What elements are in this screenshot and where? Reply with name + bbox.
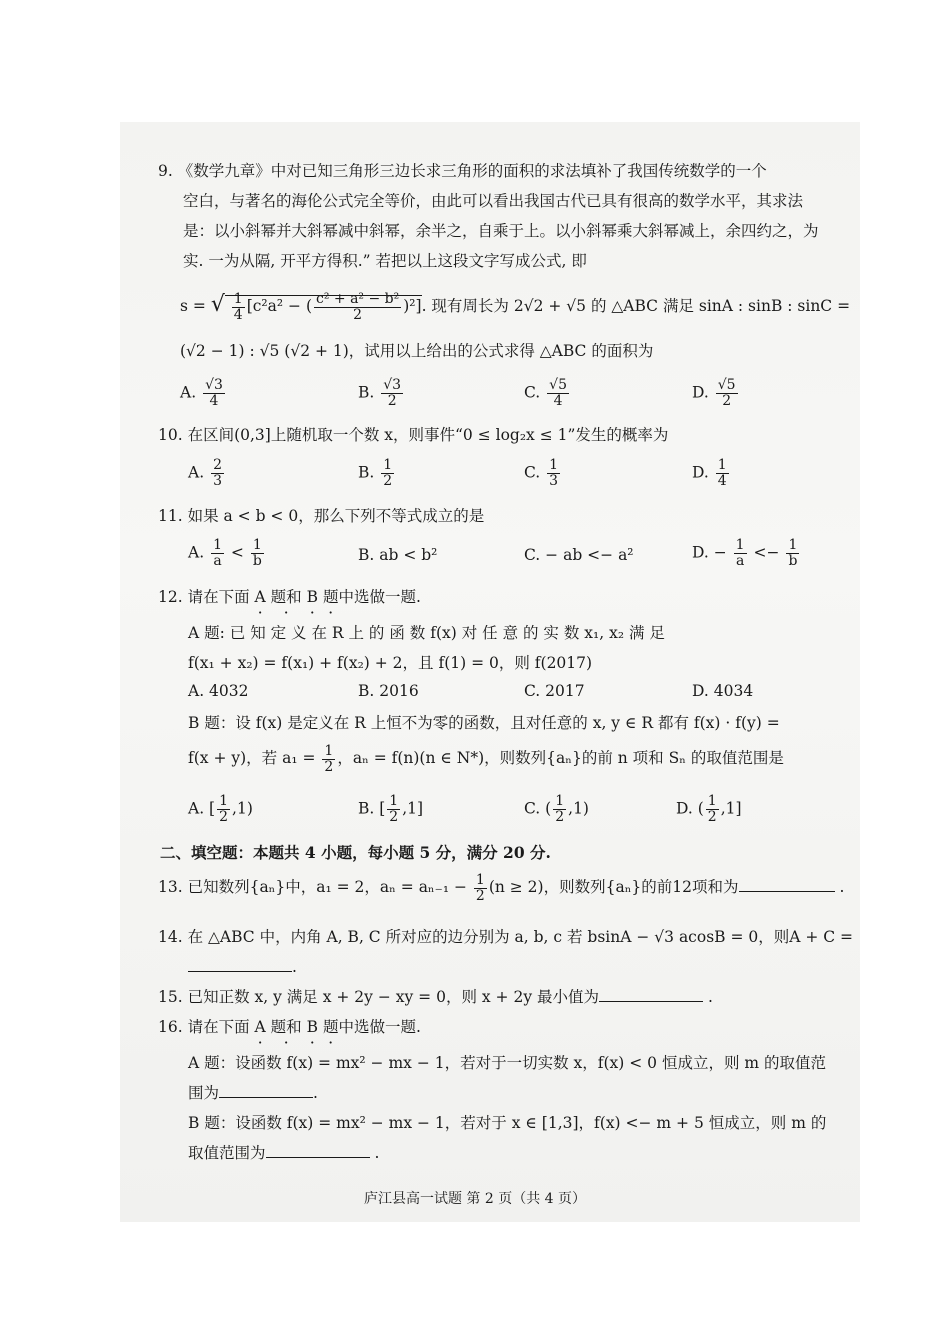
q9-option-c: C. $\frac{√5}{4}$ — [524, 377, 567, 409]
q11-option-a: A. $\frac{1}{a}$ < $\frac{1}{b}$ — [188, 537, 262, 569]
q9-line2: 空白，与著名的海伦公式完全等价，由此可以看出我国古代已具有很高的数学水平，其求法 — [183, 192, 804, 210]
q12-b-option-a: A. [ $\frac{1}{2}$ ,1) — [188, 793, 253, 825]
q12-b-line1: B 题：设 f(x) 是定义在 R 上恒不为零的函数，且对任意的 x, y ∈ R 都有 f(x) · f(y) = — [188, 714, 780, 732]
q9-line1: 9. 《数学九章》中对已知三角形三边长求三角形的面积的求法填补了我国传统数学的一个 — [158, 162, 767, 180]
q12-a-line1: A 题: 已 知 定 义 在 R 上 的 函 数 f(x) 对 任 意 的 实 数 x₁, x₂ 满 足 — [188, 624, 665, 642]
q12-b-option-d: D. ( $\frac{1}{2}$ ,1] — [676, 793, 742, 825]
q9-option-a: A. $\frac{√3}{4}$ — [180, 377, 223, 409]
q9-formula-frac: $\frac{\text{c² + a² − b²}}{2}$ — [316, 290, 400, 323]
q10-stem: 10. 在区间(0,3]上随机取一个数 x，则事件“0 ≤ log₂x ≤ 1”发生的概率为 — [158, 426, 669, 444]
q12-b-option-c: C. ( $\frac{1}{2}$ ,1) — [524, 793, 589, 825]
q14-answer-blank[interactable] — [188, 957, 292, 972]
q10-option-c: C. $\frac{1}{3}$ — [524, 457, 559, 489]
q15-answer-blank[interactable] — [599, 987, 703, 1002]
page-footer: 庐江县高一试题 第 2 页（共 4 页） — [363, 1191, 587, 1207]
q9-formula-s: s = — [180, 297, 206, 315]
section-2-heading: 二、填空题：本题共 4 小题，每小题 5 分，满分 20 分. — [160, 843, 551, 862]
q10-option-a: A. $\frac{2}{3}$ — [188, 457, 222, 489]
q16-stem: 16. 请在下面 A · 题和 B · 题中选做一题. — [158, 1016, 421, 1038]
q11-option-d: D. − $\frac{1}{a}$ <− $\frac{1}{b}$ — [692, 537, 798, 569]
q9-formula-body: [c²a² − ( — [246, 297, 312, 315]
q16-a-answer-blank[interactable] — [219, 1083, 313, 1098]
q12-a-option-d: D. 4034 — [692, 682, 754, 700]
q9-line4: 实. 一为从隔, 开平方得积.” 若把以上这段文字写成公式, 即 — [183, 252, 587, 270]
q12-b-option-b: B. [ $\frac{1}{2}$ ,1] — [358, 793, 424, 825]
q12-b-line2: f(x + y)，若 a₁ = $\frac{1}{2}$ ，aₙ = f(n)(n ∈ N*)，则数列{aₙ}的前 n 项和 Sₙ 的取值范围是 — [188, 742, 784, 775]
q9-formula-tail: )²] — [403, 297, 422, 315]
q11-stem: 11. 如果 a < b < 0，那么下列不等式成立的是 — [158, 507, 485, 525]
q9-line3: 是：以小斜幂并大斜幂减中斜幂，余半之，自乘于上。以小斜幂乘大斜幂减上，余四约之，为 — [183, 222, 819, 240]
q9-line6: (√2 − 1) : √5 (√2 + 1)，试用以上给出的公式求得 △ABC 的面积为 — [180, 342, 654, 360]
q16-a-line2: 围为 . — [188, 1084, 318, 1102]
q16-b-line2: 取值范围为 . — [188, 1144, 380, 1162]
q12-a-option-c: C. 2017 — [524, 682, 585, 700]
q9-formula-quarter: $\frac{1}{4}$ — [233, 290, 243, 323]
q12-a-option-a: A. 4032 — [188, 682, 249, 700]
q16-b-answer-blank[interactable] — [266, 1143, 370, 1158]
q9-line5-rest: . 现有周长为 2√2 + √5 的 △ABC 满足 sinA : sinB : sinC = — [421, 297, 851, 315]
q16-b-line1: B 题：设函数 f(x) = mx² − mx − 1，若对于 x ∈ [1,3]，f(x) <− m + 5 恒成立，则 m 的 — [188, 1114, 827, 1132]
q14-line1: 14. 在 △ABC 中，内角 A, B, C 所对应的边分别为 a, b, c 若 bsinA − √3 acosB = 0，则A + C = — [158, 928, 854, 946]
q13-line: 13. 已知数列{aₙ}中，a₁ = 2，aₙ = aₙ₋₁ − $\frac{1}{2}$ (n ≥ 2)，则数列{aₙ}的前12项和为 . — [158, 871, 845, 904]
q9-option-b: B. $\frac{√3}{2}$ — [358, 377, 402, 409]
q11-option-b: B. ab < b² — [358, 546, 438, 564]
q11-option-c: C. − ab <− a² — [524, 546, 634, 564]
q14-line2: . — [188, 956, 297, 978]
q10-option-d: D. $\frac{1}{4}$ — [692, 457, 727, 489]
q15-line: 15. 已知正数 x, y 满足 x + 2y − xy = 0，则 x + 2y 最小值为 . — [158, 988, 713, 1006]
q9-formula: s = √ $\frac{1}{4}$ [c²a² − ( $\frac{\text{c² + a² − b²}}{2}$ )²]. 现有周长为 2√2 + √5 的 △ABC 满足 sinA : sinB : sinC = — [180, 290, 851, 323]
q12-stem: 12. 请在下面 A · 题和 B · 题中选做一题. — [158, 586, 421, 608]
q12-a-line2: f(x₁ + x₂) = f(x₁) + f(x₂) + 2，且 f(1) = 0，则 f(2017) — [188, 654, 593, 672]
q12-a-option-b: B. 2016 — [358, 682, 419, 700]
q9-option-d: D. $\frac{√5}{2}$ — [692, 377, 736, 409]
q10-option-b: B. $\frac{1}{2}$ — [358, 457, 393, 489]
q13-answer-blank[interactable] — [739, 877, 835, 892]
q16-a-line1: A 题：设函数 f(x) = mx² − mx − 1，若对于一切实数 x，f(x) < 0 恒成立，则 m 的取值范 — [188, 1054, 827, 1072]
